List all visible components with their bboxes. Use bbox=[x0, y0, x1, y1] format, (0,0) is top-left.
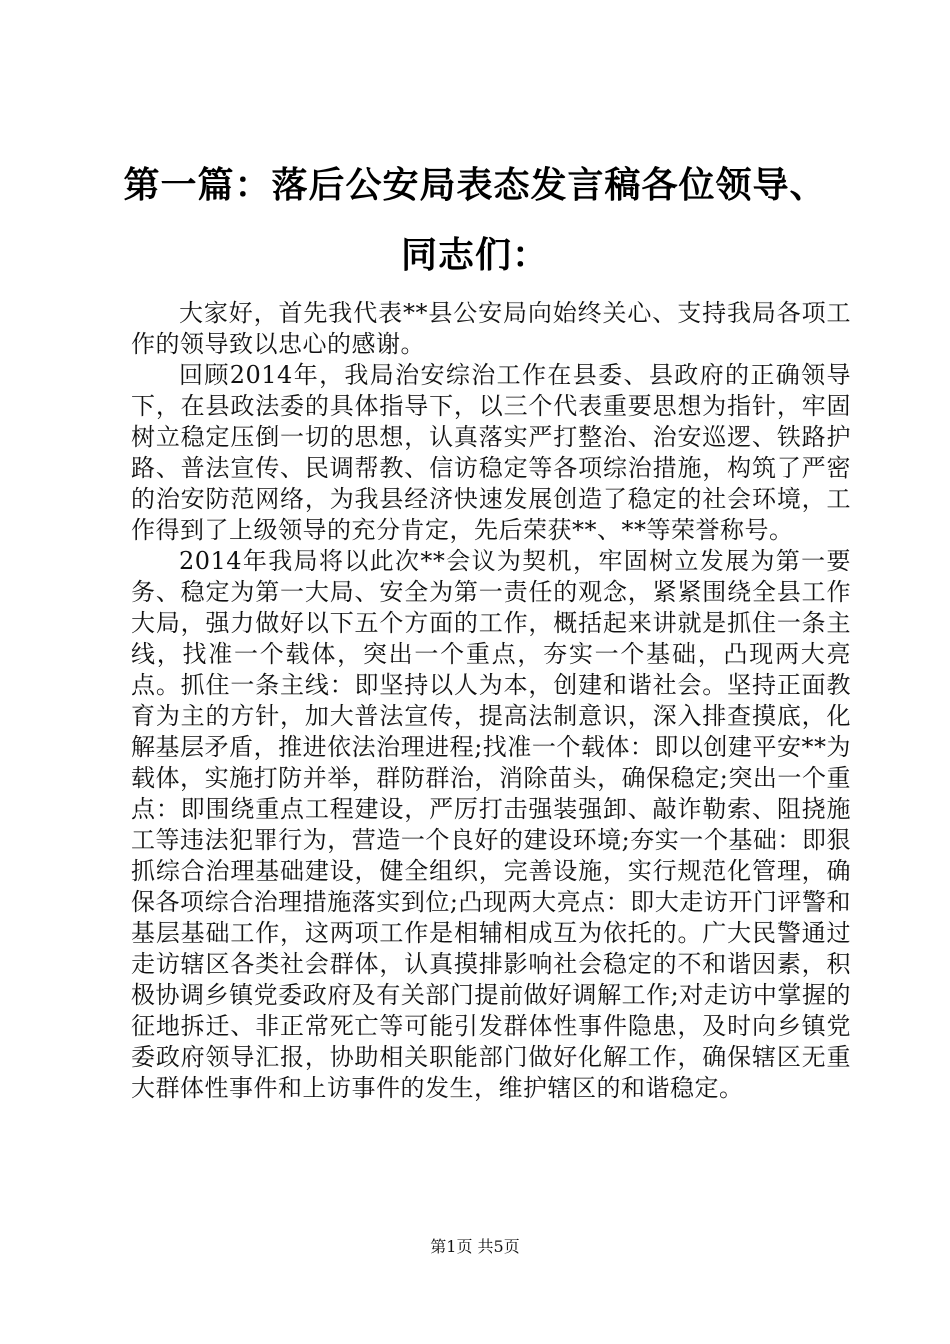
paragraph-plan: 2014年我局将以此次**会议为契机，牢固树立发展为第一要务、稳定为第一大局、安全为第一责任的观念，紧紧围绕全县工作大局，强力做好以下五个方面的工作，概括起来讲就是抓住一条主线，找准一个载体，突出一个重点，夯实一个基础，凸现两大亮点。抓住一条主线：即坚持以人为本，创建和谐社会。坚持正面教育为主的方针，加大普法宣传，提高法制意识，深入排查摸底，化解基层矛盾，推进依法治理进程;找准一个载体：即以创建平安**为载体，实施打防并举，群防群治，消除苗头，确保稳定;突出一个重点：即围绕重点工程建设，严厉打击强装强卸、敲诈勒索、阻挠施工等违法犯罪行为，营造一个良好的建设环境;夯实一个基础：即狠抓综合治理基础建设，健全组织，完善设施，实行规范化管理，确保各项综合治理措施落实到位;凸现两大亮点：即大走访开门评警和基层基础工作，这两项工作是相辅相成互为依托的。广大民警通过走访辖区各类社会群体，认真摸排影响社会稳定的不和谐因素，积极协调乡镇党委政府及有关部门提前做好调解工作;对走访中掌握的征地拆迁、非正常死亡等可能引发群体性事件隐患，及时向乡镇党委政府领导汇报，协助相关职能部门做好化解工作，确保辖区无重大群体性事件和上访事件的发生，维护辖区的和谐稳定。 bbox=[131, 547, 851, 1102]
document-title: 第一篇：落后公安局表态发言稿各位领导、同志们： bbox=[123, 164, 827, 276]
paragraph-review: 回顾2014年，我局治安综治工作在县委、县政府的正确领导下，在县政法委的具体指导下，以三个代表重要思想为指针，牢固树立稳定压倒一切的思想，认真落实严打整治、治安巡逻、铁路护路、普法宣传、民调帮教、信访稳定等各项综治措施，构筑了严密的治安防范网络，为我县经济快速发展创造了稳定的社会环境，工作得到了上级领导的充分肯定，先后荣获**、**等荣誉称号。 bbox=[131, 361, 851, 544]
page-number: 第1页 共5页 bbox=[430, 1237, 520, 1256]
document-body bbox=[131, 298, 851, 1104]
paragraph-greeting: 大家好，首先我代表**县公安局向始终关心、支持我局各项工作的领导致以忠心的感谢。 bbox=[131, 299, 851, 358]
